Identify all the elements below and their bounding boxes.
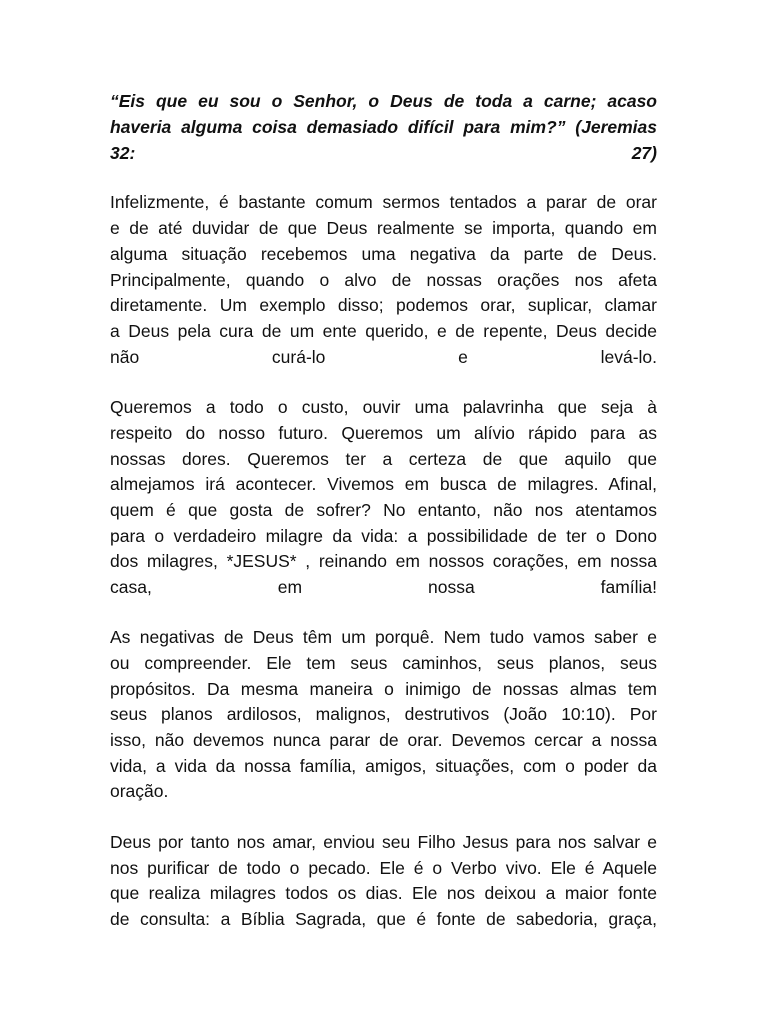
paragraph-line: de consulta: a Bíblia Sagrada, que é fonte de sabedoria, graça,: [110, 909, 657, 929]
paragraph-line: dos milagres, *JESUS* , reinando em nossos corações, em nossa: [110, 551, 657, 571]
paragraph-line: ou compreender. Ele tem seus caminhos, seus planos, seus: [110, 653, 657, 673]
paragraph-line: diretamente. Um exemplo disso; podemos orar, suplicar, clamar: [110, 295, 657, 315]
paragraph-line: alguma situação recebemos uma negativa da parte de Deus.: [110, 244, 657, 264]
paragraph-line: nos purificar de todo o pecado. Ele é o Verbo vivo. Ele é Aquele: [110, 858, 657, 878]
paragraph-line: almejamos irá acontecer. Vivemos em busca de milagres. Afinal,: [110, 474, 657, 494]
paragraph-line: Infelizmente, é bastante comum sermos tentados a parar de orar: [110, 192, 657, 212]
paragraph-line: As negativas de Deus têm um porquê. Nem tudo vamos saber e: [110, 627, 657, 647]
paragraph-line: casa, em nossa família!: [110, 577, 657, 597]
paragraph-line: propósitos. Da mesma maneira o inimigo de nossas almas tem: [110, 679, 657, 699]
paragraph-line: isso, não devemos nunca parar de orar. Devemos cercar a nossa: [110, 730, 657, 750]
paragraph-line: para o verdadeiro milagre da vida: a possibilidade de ter o Dono: [110, 526, 657, 546]
paragraph-line: a Deus pela cura de um ente querido, e de repente, Deus decide: [110, 321, 657, 341]
quote-line: haveria alguma coisa demasiado difícil para mim?” (Jeremias: [110, 117, 657, 137]
paragraph-line: respeito do nosso futuro. Queremos um alívio rápido para as: [110, 423, 657, 443]
paragraph-line: não curá-lo e levá-lo.: [110, 347, 657, 367]
paragraph-line: Queremos a todo o custo, ouvir uma palavrinha que seja à: [110, 397, 657, 417]
quote-line: “Eis que eu sou o Senhor, o Deus de toda a carne; acaso: [110, 91, 657, 111]
paragraph-line: nossas dores. Queremos ter a certeza de que aquilo que: [110, 449, 657, 469]
paragraph-line: oração.: [110, 781, 169, 801]
quote-line: 32: 27): [110, 143, 657, 163]
paragraph-line: e de até duvidar de que Deus realmente se importa, quando em: [110, 218, 657, 238]
paragraph-line: Principalmente, quando o alvo de nossas orações nos afeta: [110, 270, 657, 290]
paragraph-line: quem é que gosta de sofrer? No entanto, não nos atentamos: [110, 500, 657, 520]
paragraph-line: que realiza milagres todos os dias. Ele nos deixou a maior fonte: [110, 883, 657, 903]
paragraph-line: vida, a vida da nossa família, amigos, situações, com o poder da: [110, 756, 657, 776]
paragraph-line: Deus por tanto nos amar, enviou seu Filho Jesus para nos salvar e: [110, 832, 657, 852]
paragraph-line: seus planos ardilosos, malignos, destrutivos (João 10:10). Por: [110, 704, 657, 724]
